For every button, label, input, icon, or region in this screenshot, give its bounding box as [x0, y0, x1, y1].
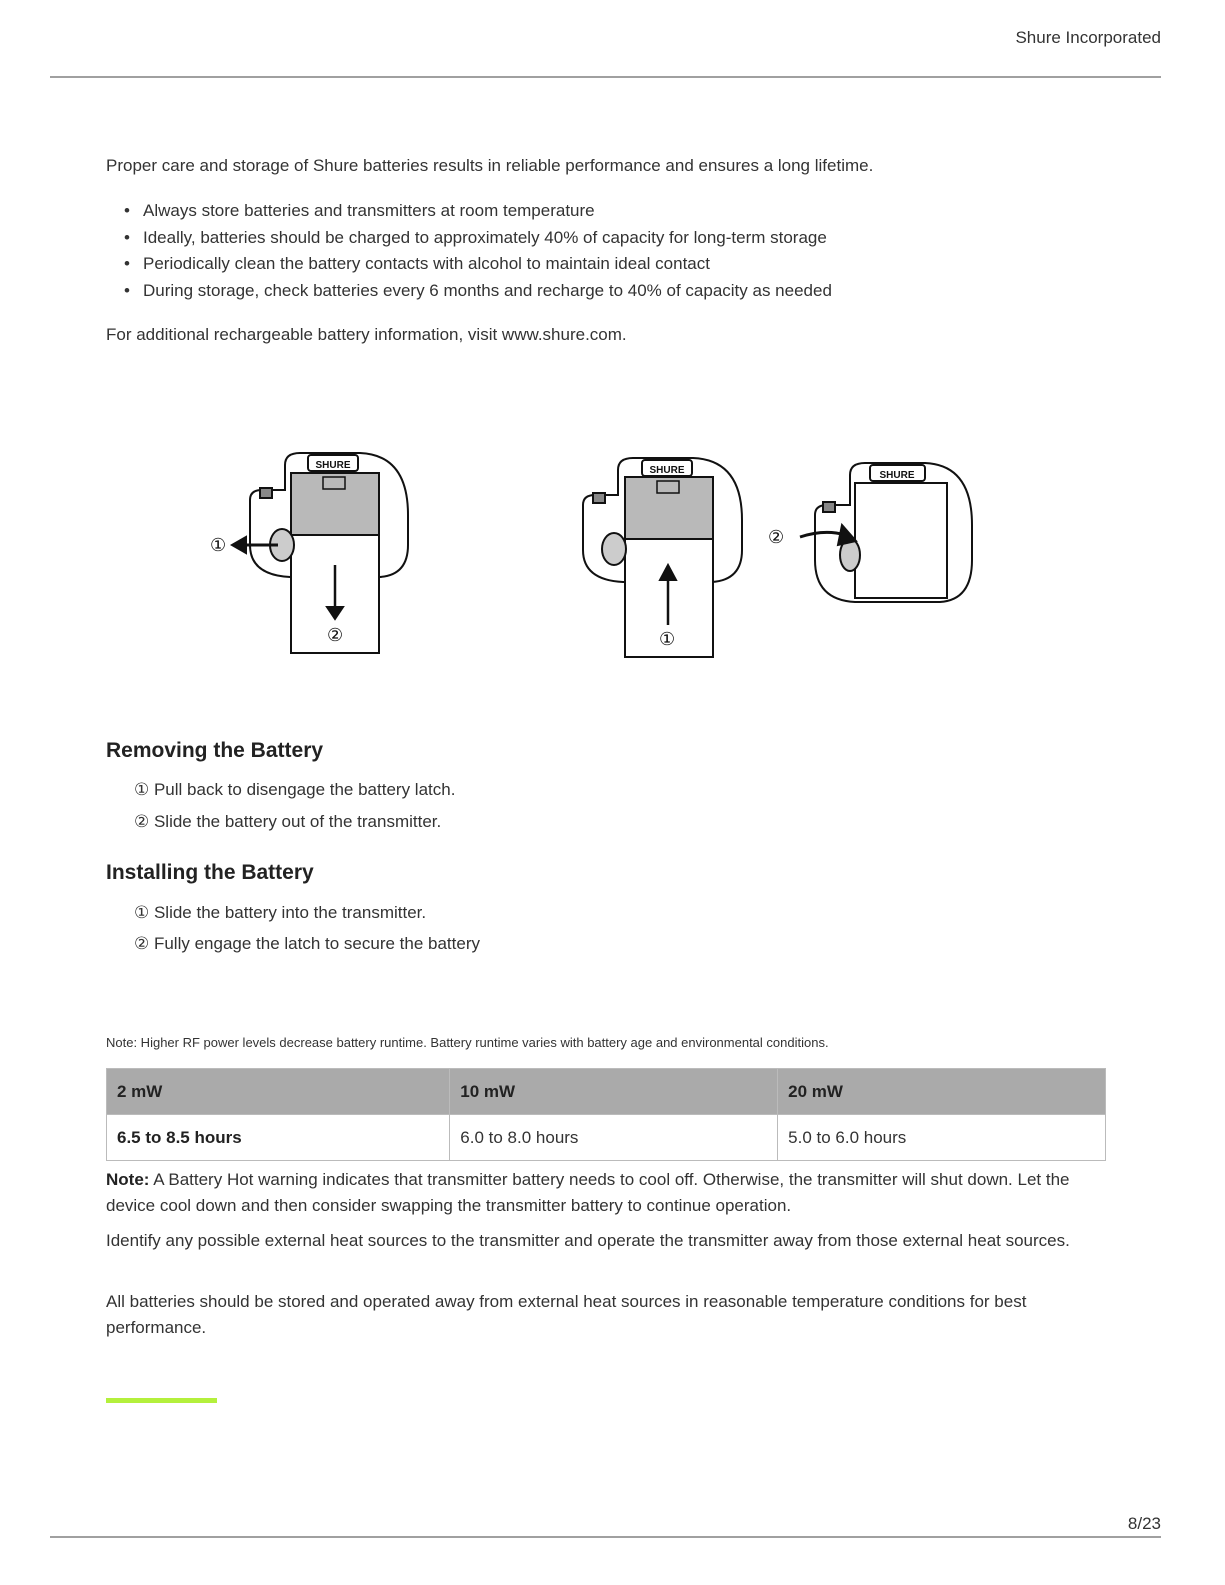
step-1-marker: ① [659, 629, 676, 649]
header-divider [50, 76, 1161, 78]
removing-step-2: ② Slide the battery out of the transmitter. [134, 812, 442, 831]
intro-text: Proper care and storage of Shure batteries results in reliable performance and ensures a long lifetime. [106, 156, 874, 175]
storage-text: All batteries should be stored and operated away from external heat sources in reasonable temperature conditions for best performance. [106, 1292, 1027, 1337]
step-2-marker: ② [768, 527, 785, 547]
runtime-note: Note: Higher RF power levels decrease battery runtime. Battery runtime varies with battery age and environmental conditions. [106, 1035, 829, 1050]
removing-battery-figure [210, 453, 408, 653]
removing-title: Removing the Battery [106, 739, 324, 762]
list-item: • Periodically clean the battery contacts with alcohol to maintain ideal contact [106, 251, 1106, 278]
page-number: 8/23 [1127, 1514, 1161, 1533]
cell-20mw: 5.0 to 6.0 hours [778, 1115, 1106, 1161]
runtime-table [106, 1068, 1106, 1161]
installing-battery-figure [583, 458, 742, 657]
accent-bar [106, 1398, 217, 1403]
note-label: Note: [106, 1170, 150, 1189]
removing-step-1: ① Pull back to disengage the battery latch. [134, 780, 456, 799]
shure-logo: SHURE [879, 470, 915, 481]
header-10mw: 10 mW [450, 1069, 778, 1115]
header-2mw: 2 mW [107, 1069, 450, 1115]
cell-2mw: 6.5 to 8.5 hours [107, 1115, 450, 1161]
more-info-text: For additional rechargeable battery information, visit www.shure.com. [106, 325, 627, 344]
installing-step-2: ② Fully engage the latch to secure the battery [134, 934, 480, 953]
table-header-row [107, 1069, 1106, 1115]
latched-battery-figure [768, 463, 972, 602]
heat-sources-text: Identify any possible external heat sources to the transmitter and operate the transmitter away from those external heat sources. [106, 1231, 1070, 1250]
step-1-marker: ① [210, 535, 227, 555]
cell-10mw: 6.0 to 8.0 hours [450, 1115, 778, 1161]
installing-title: Installing the Battery [106, 861, 314, 884]
table-row [107, 1115, 1106, 1161]
shure-logo: SHURE [315, 460, 351, 471]
list-item: • Always store batteries and transmitters at room temperature [106, 198, 1106, 225]
list-item: • During storage, check batteries every 6 months and recharge to 40% of capacity as needed [106, 278, 1106, 305]
battery-illustration [190, 445, 990, 670]
installing-step-1: ① Slide the battery into the transmitter. [134, 903, 427, 922]
shure-logo: SHURE [649, 465, 685, 476]
list-item: • Ideally, batteries should be charged to approximately 40% of capacity for long-term storage [106, 225, 1106, 252]
note-text: A Battery Hot warning indicates that transmitter battery needs to cool off. Otherwise, the transmitter will shut down. Let the device cool down and then consider swapping the transmitter battery to continue operation. [106, 1170, 1070, 1215]
header-company: Shure Incorporated [1015, 28, 1161, 47]
battery-hot-note [106, 1167, 1106, 1219]
header-20mw: 20 mW [778, 1069, 1106, 1115]
footer-divider [50, 1536, 1161, 1538]
step-2-marker: ② [327, 625, 344, 645]
care-list [106, 198, 1106, 304]
